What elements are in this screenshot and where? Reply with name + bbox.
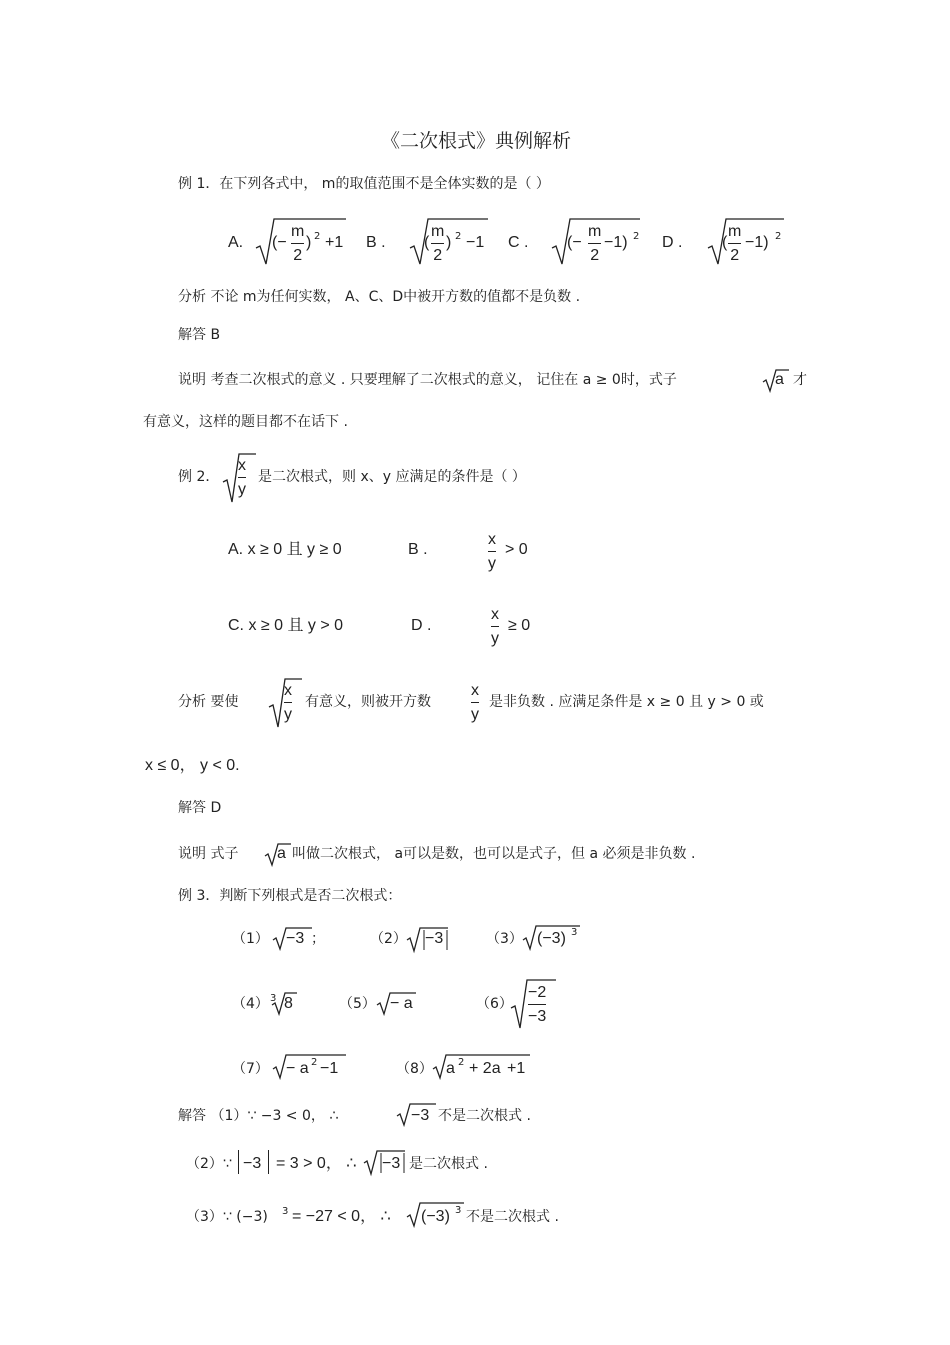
denominator-y: y [491, 630, 499, 647]
ex2-option-d-relation: ≥ 0 [508, 617, 531, 634]
solution-2-radicand: −3 [382, 1155, 401, 1172]
item-7-label: （7） [232, 1061, 269, 1077]
solution-2-start: （2）∵ [186, 1156, 232, 1172]
option-b-exponent: 2 [455, 231, 462, 242]
item-6-fraction [528, 983, 546, 1026]
example-3-question: 例 3．判断下列根式是否二次根式： [178, 888, 402, 904]
numerator-m: m [291, 223, 305, 240]
example-1-analysis: 分析 不论 m为任何实数， A、C、D中被开方数的值都不是负数 . [178, 289, 581, 305]
item-1-radicand: −3 [286, 930, 305, 947]
example-2-answer: 解答 D [178, 800, 222, 816]
numerator-m: m [728, 223, 742, 240]
option-c-label: C . [508, 234, 529, 251]
item-3-label: （3） [486, 931, 523, 947]
denominator-2: 2 [293, 247, 303, 264]
abs-bar-right [268, 1150, 269, 1174]
option-c-tail: −1) [604, 234, 628, 251]
item-2-radicand: −3 [425, 930, 444, 947]
ex2-note-start: 说明 式子 [178, 846, 239, 862]
denominator-y: y [284, 706, 292, 723]
item-8-exponent: 2 [458, 1057, 465, 1068]
item-8-label: （8） [396, 1061, 433, 1077]
option-b-close: ) [446, 234, 452, 251]
option-c-fraction [588, 222, 601, 265]
item-5-radicand: − a [390, 995, 413, 1012]
denominator-2: 2 [590, 247, 600, 264]
solution-1-start: 解答 （1）∵ −3 < 0， ∴ [178, 1108, 339, 1124]
option-d-label: D . [662, 234, 683, 251]
item-1-label: （1） [232, 931, 269, 947]
item-7-exponent: 2 [311, 1057, 318, 1068]
item-7-tail: −1 [320, 1060, 339, 1077]
option-d-fraction [728, 222, 741, 265]
item-3-radicand: (−3) [537, 930, 566, 947]
ex2-note-end: 叫做二次根式， a可以是数，也可以是式子，但 a 必须是非负数 . [292, 846, 696, 862]
denominator-2: 2 [433, 247, 443, 264]
item-4-index: 3 [270, 993, 277, 1004]
option-d-tail: −1) [745, 234, 769, 251]
fraction-radicand [471, 681, 479, 724]
fraction-x-over-y-analysis [284, 681, 292, 724]
example-1-note-end: 才 [793, 372, 807, 388]
option-b-open: ( [424, 234, 430, 251]
example-1-note: 说明 考查二次根式的意义 . 只要理解了二次根式的意义， 记住在 a ≥ 0时，式子 [178, 372, 677, 388]
option-b-fraction [431, 222, 444, 265]
example-1-answer: 解答 B [178, 327, 221, 343]
ex2-option-a: A. x ≥ 0 且 y ≥ 0 [228, 541, 342, 558]
item-7-radicand: − a [286, 1060, 309, 1077]
denominator-y: y [488, 555, 496, 572]
item-1-semicolon: ； [311, 931, 325, 947]
denominator-2: 2 [730, 247, 740, 264]
option-b-label: B . [366, 234, 386, 251]
numerator-x: x [491, 606, 499, 623]
denominator-neg3: −3 [528, 1008, 547, 1025]
option-c-open: (− [567, 234, 582, 251]
numerator-m: m [431, 223, 445, 240]
solution-1-radicand: −3 [411, 1107, 430, 1124]
solution-3-exponent: 3 [282, 1206, 289, 1217]
option-a-open: (− [272, 234, 287, 251]
option-a-label: A. [228, 234, 244, 251]
denominator-y: y [471, 706, 479, 723]
page-title: 《二次根式》典例解析 [381, 130, 572, 152]
option-d-exponent: 2 [775, 231, 782, 242]
solution-3-mid: = −27 < 0， ∴ [292, 1208, 391, 1225]
ex2-analysis-start: 分析 要使 [178, 694, 239, 710]
solution-3-end: 不是二次根式 . [466, 1209, 559, 1225]
item-4-radicand: 8 [284, 995, 293, 1012]
example-1-question: 例 1．在下列各式中， m的取值范围不是全体实数的是（ ） [178, 176, 550, 192]
option-a-close: ) [306, 234, 312, 251]
item-8-mid: + 2a [469, 1060, 501, 1077]
denominator-y: y [238, 481, 246, 498]
item-8-radicand: a [446, 1060, 455, 1077]
ex2-option-c: C. x ≥ 0 且 y > 0 [228, 617, 344, 634]
numerator-x: x [488, 531, 496, 548]
solution-1-end: 不是二次根式 . [438, 1108, 531, 1124]
numerator-x: x [238, 457, 246, 474]
option-a-plus-one: +1 [325, 234, 344, 251]
item-8-tail: +1 [507, 1060, 526, 1077]
ex2-analysis-mid: 有意义，则被开方数 [305, 694, 431, 710]
item-4-label: （4） [232, 996, 269, 1012]
solution-2-mid: = 3 > 0， ∴ [276, 1155, 357, 1172]
item-6-label: （6） [476, 996, 513, 1012]
ex2-analysis-cont: x ≤ 0， y < 0. [145, 757, 240, 774]
numerator-neg2: −2 [528, 984, 547, 1001]
option-b-minus-one: −1 [466, 234, 485, 251]
option-a-fraction [291, 222, 304, 265]
ex2-option-b-relation: > 0 [505, 541, 528, 558]
ex2-option-d-label: D . [411, 617, 432, 634]
item-2-label: （2） [370, 931, 407, 947]
fraction-x-over-y [238, 456, 246, 499]
solution-3-radicand: (−3) [421, 1208, 450, 1225]
ex2-option-b-fraction [488, 530, 496, 573]
ex2-option-b-label: B . [408, 541, 428, 558]
example-2-label: 例 2． [178, 469, 220, 485]
example-1-note-cont: 有意义，这样的题目都不在话下 . [143, 414, 348, 430]
solution-3-start: （3）∵ (−3) [186, 1209, 268, 1225]
item-3-exponent: 3 [571, 927, 578, 938]
option-c-exponent: 2 [633, 231, 640, 242]
ex2-option-d-fraction [491, 605, 499, 648]
option-d-open: ( [722, 234, 728, 251]
numerator-x: x [284, 682, 292, 699]
sqrt-a-radicand: a [775, 371, 784, 388]
solution-2-abs: −3 [243, 1155, 262, 1172]
example-2-question: 是二次根式，则 x、y 应满足的条件是（ ） [258, 469, 526, 485]
solution-3-radicand-exponent: 3 [455, 1205, 462, 1216]
sqrt-a-radicand-note: a [277, 845, 286, 862]
abs-bar-left [238, 1150, 239, 1174]
numerator-m: m [588, 223, 602, 240]
solution-2-end: 是二次根式 . [409, 1156, 488, 1172]
option-a-exponent: 2 [314, 231, 321, 242]
numerator-x: x [471, 682, 479, 699]
ex2-analysis-end: 是非负数 . 应满足条件是 x ≥ 0 且 y > 0 或 [489, 694, 764, 710]
item-5-label: （5） [339, 996, 376, 1012]
